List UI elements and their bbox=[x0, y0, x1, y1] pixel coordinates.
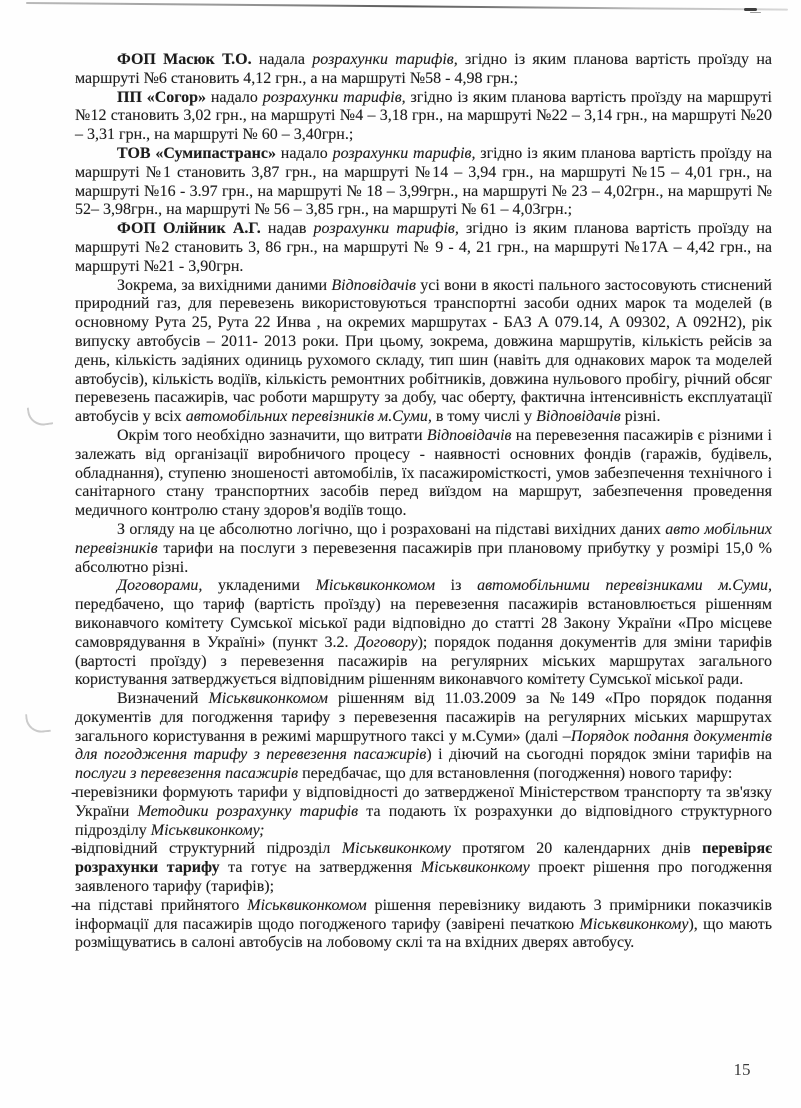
paragraph bbox=[75, 277, 772, 427]
document-body bbox=[71, 51, 773, 953]
paragraph bbox=[75, 690, 772, 784]
text-run: Договорами, bbox=[117, 577, 203, 595]
text-run: ) і діючий на сьогодні порядок зміни тарифів на bbox=[426, 746, 773, 764]
text-run: ); порядок подання документів для зміни тарифів (вартості проїзду) з перевезення пасажирів на регулярних міських маршрутах загального користування затверджується відповідним рішенням виконавчого комітету Сумської міської ради. bbox=[75, 633, 773, 689]
text-run: на підставі прийнятого bbox=[75, 896, 248, 914]
text-run: згідно із яким планова вартість проїзду на маршруті №6 становить 4,12 грн., а на маршруті №58 - 4,98 грн.; bbox=[75, 51, 772, 87]
text-run: Визначений bbox=[117, 690, 209, 708]
text-run: із bbox=[435, 577, 478, 595]
text-run: Міськвиконкому; bbox=[150, 821, 265, 839]
text-run: Міськвиконкому bbox=[579, 915, 689, 933]
text-run: на перевезення пасажирів є різними і залежать від організації виробничого процесу - наявності основних фондів (гаражів, будівель, обладнання), ступеню зношеності автомобілів, їх пасажиромісткості, умов забезпечення технічного і санітарного стану транспортних засобів перед виїздом на маршрут, забезпечення проведення медичного контролю стану здоров'я водіїв тощо. bbox=[75, 426, 773, 520]
text-run: усі вони в якості пального застосовують стиснений природний газ, для перевезень використовуються транспортні засоби одних марок та моделей (в основному Рута 25, Рута 22 Инва , на окремих маршрутах - БАЗ А 079.14, А 09302, А 092Н2), рік випуску автобусів – 2011- 2013 роки. При цьому, зокрема, довжина маршрутів, кількість рейсів за день, кількість задіяних одиниць рухомого складу, тип шин (навіть для однакових марок та моделей автобусів), кількість водіїв, кількість ремонтних робітників, довжина нульового пробігу, річний обсяг перевезень пасажирів, час роботи маршруту за добу, час оберту, фактична інтенсивність експлуатації автобусів у всіх bbox=[75, 276, 772, 426]
text-run: перевізники формують тарифи у відповідності до затвердженої Міністерством транспорту та зв'язку України bbox=[75, 784, 772, 820]
pen-mark bbox=[27, 404, 54, 427]
text-run: в тому числі у bbox=[431, 408, 537, 426]
text-run: Договору bbox=[355, 633, 418, 651]
page-number: 15 bbox=[733, 1060, 751, 1079]
text-run: Окрім того необхідно зазначити, що витрати bbox=[117, 426, 427, 444]
pen-mark bbox=[25, 712, 51, 734]
text-run: згідно із яким планова вартість проїзду на маршруті №2 становить 3, 86 грн., на маршруті № 9 - 4, 21 грн., на маршруті №17А – 4,42 грн., на маршруті №21 - 3,90грн. bbox=[75, 220, 772, 275]
text-run: Міськвиконкомом bbox=[315, 577, 436, 595]
text-run: розрахунки тарифів, bbox=[332, 144, 476, 162]
text-run: надала bbox=[251, 51, 313, 68]
text-run: проект рішення про погодження заявленого тарифу (тарифів); bbox=[75, 859, 772, 896]
text-run: згідно із яким планова вартість проїзду на маршруті №12 становить 3,02 грн., на маршруті №4 – 3,18 грн., на маршруті №22 – 3,14 грн., на маршруті №20 – 3,31 грн., на маршруті № 60 – 3,40грн.; bbox=[75, 88, 772, 144]
text-run: тарифи на послуги з перевезення пасажирів при плановому прибутку у розмірі 15,0 % абсолютно різні. bbox=[75, 539, 772, 576]
text-run: укладеними bbox=[202, 577, 316, 595]
text-run: Відповідачів bbox=[536, 408, 621, 426]
text-run: передбачено, що тариф (вартість проїзду) на перевезення пасажирів встановлюється рішенням виконавчого комітету Сумської міської ради відповідно до статті 28 Закону України «Про місцеве самоврядування в Україні» (пункт 3.2. bbox=[75, 596, 772, 651]
text-run: протягом 20 календарних днів bbox=[450, 840, 703, 858]
text-run: розрахунки тарифів, bbox=[312, 51, 458, 68]
text-run: різні. bbox=[620, 408, 661, 426]
scan-mark-icon bbox=[744, 8, 757, 11]
text-run: згідно із яким планова вартість проїзду на маршруті №1 становить 3,87 грн., на маршруті №14 – 3,94 грн., на маршруті №15 – 4,01 грн., на маршруті №16 - 3.97 грн., на маршруті № 18 – 3,99грн., на маршруті № 23 – 4,02грн., на маршруті № 52– 3,98грн., на маршруті № 56 – 3,85 грн., на маршруті № 61 – 4,03грн.; bbox=[75, 144, 773, 219]
text-run: Відповідачів bbox=[331, 276, 416, 294]
paragraph bbox=[75, 220, 772, 276]
text-run: Порядок подання документів для погодження тарифу з перевезення пасажирів bbox=[75, 727, 773, 764]
text-run: надало bbox=[206, 88, 263, 106]
text-run: розрахунки тарифів, bbox=[313, 220, 459, 238]
text-run: автомобільних перевізників м.Суми, bbox=[185, 408, 432, 426]
text-run: ПП «Согор» bbox=[117, 88, 207, 106]
text-run: надало bbox=[276, 144, 333, 162]
text-run: Міськвиконкому bbox=[341, 840, 451, 858]
text-run: відповідний структурний підрозділ bbox=[75, 840, 342, 858]
list-item bbox=[71, 784, 772, 840]
text-run: ТОВ «Сумипастранс» bbox=[117, 144, 276, 162]
text-run: послуги з перевезення пасажирів bbox=[75, 765, 299, 783]
text-run: ФОП Масюк Т.О. bbox=[117, 51, 252, 68]
list-item bbox=[71, 840, 773, 896]
text-run: рішенням від 11.03.2009 за №149 «Про порядок подання документів для погодження тарифу з перевезення пасажирів на регулярних міських маршрутах загального користування в режимі маршрутного таксі у м.Суми» (далі – bbox=[75, 690, 772, 745]
text-run: перевіряє розрахунки тарифу bbox=[75, 840, 773, 877]
text-run: Міськвиконкомом bbox=[247, 896, 367, 914]
paragraph bbox=[75, 427, 772, 521]
paragraph bbox=[75, 521, 772, 577]
text-run: Міськвиконкомом bbox=[208, 690, 328, 708]
text-run: автомобільними перевізниками м.Суми, bbox=[477, 577, 772, 595]
text-run: передбачає, що для встановлення (погодження) нового тарифу: bbox=[298, 765, 733, 783]
text-run: ), що мають розміщуватись в салоні автобусів на лобовому склі та на вхідних дверях автобусу. bbox=[75, 915, 773, 952]
paragraph bbox=[75, 577, 772, 690]
paragraph bbox=[75, 89, 772, 145]
paragraph bbox=[75, 145, 772, 220]
scan-edge-line bbox=[26, 2, 788, 11]
text-run: Зокрема, за вихідними даними bbox=[117, 276, 332, 294]
text-run: Міськвиконкому bbox=[420, 859, 530, 877]
text-run: рішення перевізнику видають 3 примірники показчиків інформації для пасажирів щодо погодженого тарифу (завірені печаткою bbox=[75, 896, 772, 933]
text-run: розрахунки тарифів, bbox=[262, 88, 406, 106]
text-run: та подають їх розрахунки до відповідного структурного підрозділу bbox=[75, 802, 772, 839]
text-run: ФОП Олійник А.Г. bbox=[117, 220, 261, 238]
text-run: надав bbox=[260, 220, 314, 238]
list-item bbox=[71, 896, 773, 953]
bullet-marker: - bbox=[71, 840, 77, 858]
text-run: Методики розрахунку тарифів bbox=[137, 802, 359, 820]
text-run: З огляду на це абсолютно логічно, що і розраховані на підставі вихідних даних bbox=[117, 520, 666, 538]
bullet-marker: - bbox=[71, 784, 77, 802]
text-run: авто мобільних перевізників bbox=[75, 520, 772, 557]
bullet-marker: - bbox=[71, 896, 77, 914]
paragraph bbox=[75, 51, 772, 89]
text-run: Відповідачів bbox=[426, 426, 512, 444]
text-run: та готує на затвердження bbox=[219, 859, 421, 877]
